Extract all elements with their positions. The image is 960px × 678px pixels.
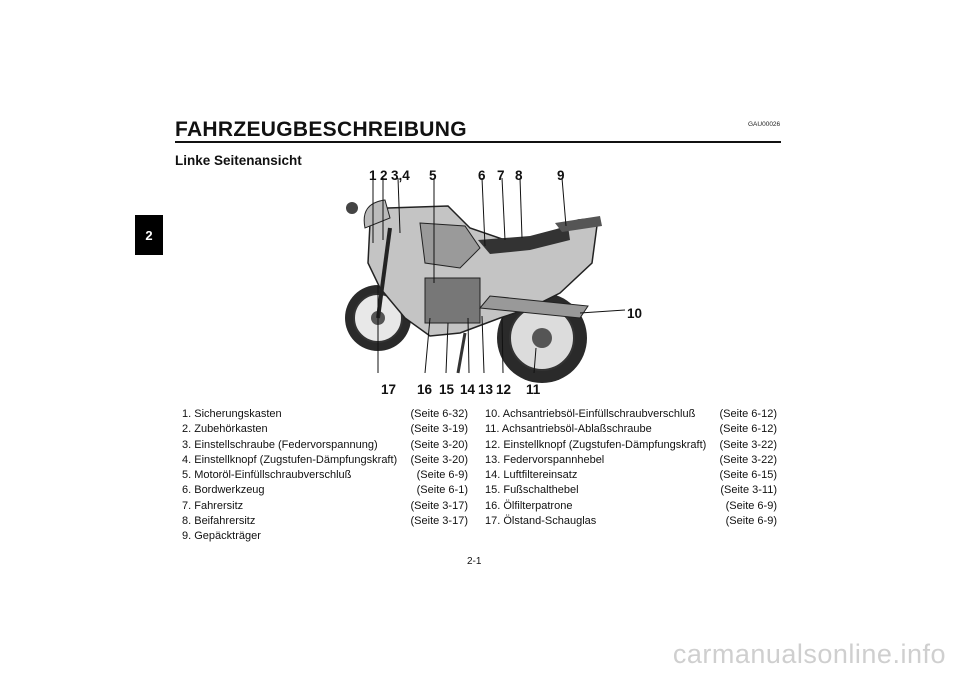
callout-13: 13 bbox=[478, 382, 494, 397]
page-ref: (Seite 6-9) bbox=[725, 499, 777, 512]
callout-2: 2 bbox=[380, 168, 388, 183]
legend-item bbox=[485, 468, 777, 483]
page-ref: (Seite 3-22) bbox=[719, 438, 777, 451]
callout-12: 12 bbox=[496, 382, 512, 397]
page-ref: (Seite 6-12) bbox=[719, 423, 777, 436]
legend-item bbox=[182, 422, 468, 437]
page-number: 2-1 bbox=[467, 556, 482, 567]
page-ref: (Seite 3-20) bbox=[410, 438, 468, 451]
mirror bbox=[346, 202, 358, 214]
callout-9: 9 bbox=[557, 168, 565, 183]
page-title: FAHRZEUGBESCHREIBUNG bbox=[175, 118, 467, 141]
engine bbox=[425, 278, 480, 323]
part-label: 11. Achsantriebsöl-Ablaßschraube bbox=[485, 423, 652, 436]
section-tab: 2 bbox=[135, 215, 163, 255]
page-ref: (Seite 6-12) bbox=[719, 408, 777, 420]
page-ref: (Seite 6-9) bbox=[416, 469, 468, 482]
parts-legend-left bbox=[182, 407, 468, 545]
part-label: 7. Fahrersitz bbox=[182, 499, 244, 512]
page-ref: (Seite 3-17) bbox=[410, 499, 468, 512]
part-label: 15. Fußschalthebel bbox=[485, 484, 579, 497]
legend-item bbox=[485, 499, 777, 514]
watermark: carmanualsonline.info bbox=[672, 639, 946, 669]
part-label: 8. Beifahrersitz bbox=[182, 515, 256, 528]
legend-item bbox=[182, 514, 468, 529]
part-label: 13. Federvorspannhebel bbox=[485, 453, 605, 466]
side-stand bbox=[458, 333, 465, 373]
callout-6: 6 bbox=[478, 168, 486, 183]
page-ref: (Seite 6-1) bbox=[416, 484, 468, 497]
callout-7: 7 bbox=[497, 168, 505, 183]
page-ref: (Seite 6-9) bbox=[725, 515, 777, 528]
page-ref: (Seite 3-17) bbox=[410, 515, 468, 528]
part-label: 17. Ölstand-Schauglas bbox=[485, 515, 597, 528]
part-label: 1. Sicherungskasten bbox=[182, 408, 282, 420]
legend-item bbox=[485, 407, 777, 422]
page-ref: (Seite 3-22) bbox=[719, 453, 777, 466]
callout-11: 11 bbox=[526, 382, 541, 397]
parts-legend-right bbox=[485, 407, 777, 529]
legend-item bbox=[485, 483, 777, 498]
callout-8: 8 bbox=[515, 168, 523, 183]
doc-code: GAU00026 bbox=[748, 121, 781, 128]
callout-3-4: 3,4 bbox=[391, 168, 410, 183]
callout-10: 10 bbox=[627, 306, 643, 321]
part-label: 12. Einstellknopf (Zugstufen-Dämpfungskraft) bbox=[485, 438, 707, 451]
callout-14: 14 bbox=[460, 382, 476, 397]
title-rule bbox=[175, 141, 781, 143]
callout-17: 17 bbox=[381, 382, 397, 397]
legend-item bbox=[182, 499, 468, 514]
motorcycle-illustration bbox=[330, 168, 643, 398]
legend-item bbox=[182, 529, 468, 544]
legend-item bbox=[182, 438, 468, 453]
legend-item bbox=[182, 453, 468, 468]
callout-1: 1 bbox=[369, 168, 377, 183]
callout-5: 5 bbox=[429, 168, 437, 183]
part-label: 3. Einstellschraube (Federvorspannung) bbox=[182, 438, 378, 451]
callout-16: 16 bbox=[417, 382, 433, 397]
legend-item bbox=[182, 468, 468, 483]
part-label: 5. Motoröl-Einfüllschraubverschluß bbox=[182, 469, 352, 482]
part-label: 9. Gepäckträger bbox=[182, 530, 261, 543]
page-ref: (Seite 6-32) bbox=[410, 408, 468, 420]
legend-item bbox=[485, 422, 777, 437]
part-label: 2. Zubehörkasten bbox=[182, 423, 268, 436]
page-ref: (Seite 3-11) bbox=[720, 484, 777, 497]
callout-15: 15 bbox=[439, 382, 455, 397]
part-label: 4. Einstellknopf (Zugstufen-Dämpfungskraft) bbox=[182, 453, 398, 466]
page-ref: (Seite 6-15) bbox=[719, 469, 777, 482]
legend-item bbox=[485, 453, 777, 468]
legend-item bbox=[182, 483, 468, 498]
page-ref: (Seite 3-20) bbox=[410, 453, 468, 466]
part-label: 10. Achsantriebsöl-Einfüllschraubverschluß bbox=[485, 408, 696, 420]
part-label: 14. Luftfiltereinsatz bbox=[485, 469, 578, 482]
part-label: 16. Ölfilterpatrone bbox=[485, 499, 573, 512]
legend-item bbox=[485, 438, 777, 453]
page-ref: (Seite 3-19) bbox=[410, 423, 468, 436]
section-subtitle: Linke Seitenansicht bbox=[175, 153, 302, 168]
legend-item bbox=[182, 407, 468, 422]
legend-item bbox=[485, 514, 777, 529]
part-label: 6. Bordwerkzeug bbox=[182, 484, 265, 497]
